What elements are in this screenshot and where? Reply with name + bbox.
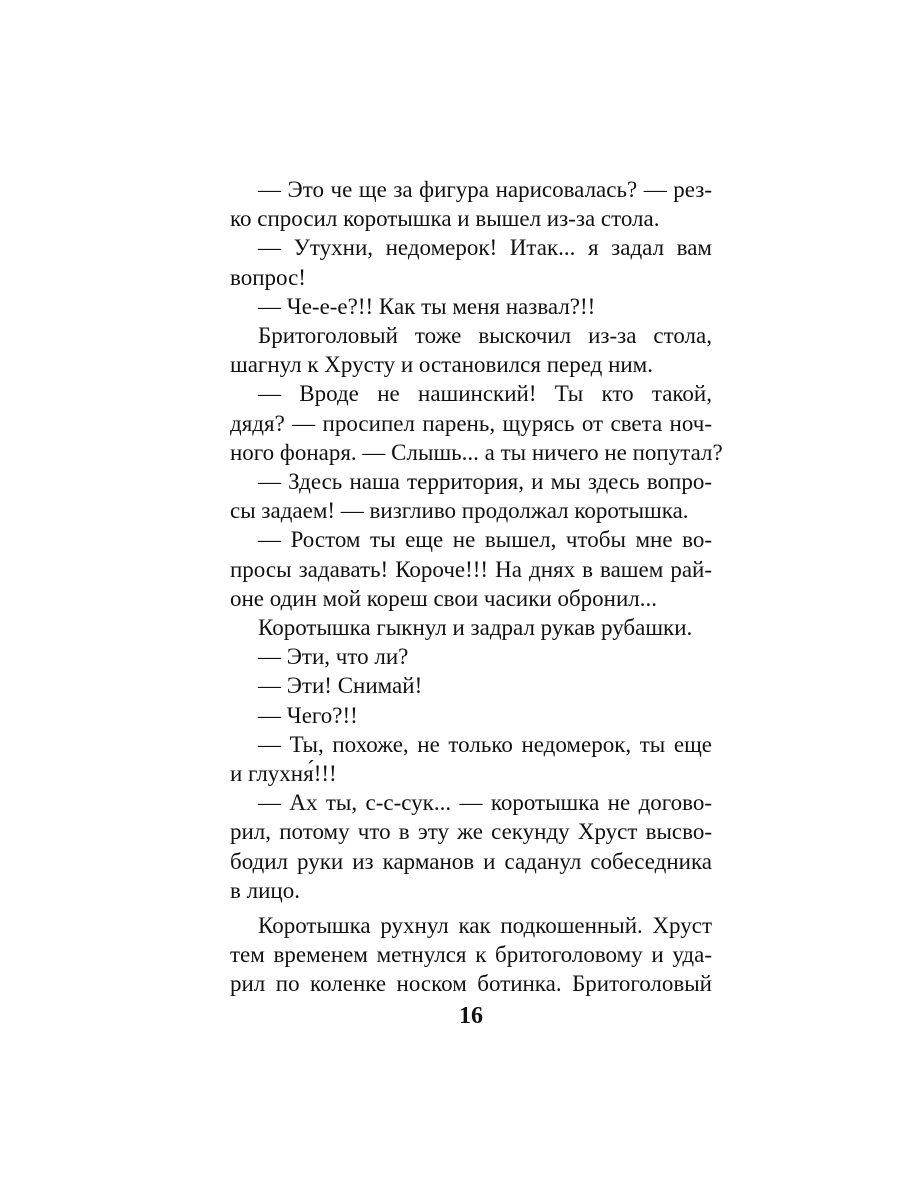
paragraph [230, 788, 712, 905]
text-line: шагнул к Хрусту и остановился перед ним. [230, 352, 653, 378]
text-line: — Это че ще за фигура нарисовалась? — рез- [258, 177, 712, 202]
text-line: — Здесь наша территория, и мы здесь вопро- [258, 469, 712, 495]
paragraph [230, 642, 712, 671]
text-line: — Эти! Снимай! [258, 673, 423, 699]
text-line: — Че-е-е?!! Как ты меня назвал?!! [258, 293, 596, 319]
text-line: и глухня́!!! [230, 761, 337, 787]
text-line: ко спросил коротышка и вышел из-за стола. [230, 206, 660, 232]
text-line: — Утухни, недомерок! Итак... я задал вам [258, 235, 712, 261]
text-line: дядя? — просипел парень, щурясь от света ноч- [230, 410, 712, 436]
paragraph [230, 292, 712, 321]
paragraph [230, 730, 712, 788]
text-line: просы задавать! Короче!!! На днях в вашем рай- [230, 556, 712, 582]
paragraph [230, 671, 712, 700]
text-line: рил, потому что в эту же секунду Хруст высво- [230, 819, 712, 845]
paragraph [230, 467, 712, 525]
text-line: вопрос! [230, 264, 306, 290]
text-line: — Эти, что ли? [258, 644, 409, 670]
text-line: Коротышка гыкнул и задрал рукав рубашки. [258, 615, 693, 641]
paragraph [230, 321, 712, 379]
text-line: в лицо. [230, 877, 300, 903]
page-body-text [230, 175, 723, 999]
text-line: ного фонаря. — Слышь... а ты ничего не попутал? [230, 439, 723, 465]
text-line: — Ростом ты еще не вышел, чтобы мне во- [258, 527, 712, 553]
paragraph [230, 175, 712, 233]
paragraph [230, 379, 723, 467]
paragraph [230, 911, 712, 999]
paragraph [230, 701, 712, 730]
text-line: рил по коленке носком ботинка. Бритоголовый [230, 971, 712, 997]
text-line: — Ты, похоже, не только недомерок, ты еще [258, 731, 712, 757]
text-line: Коротышка рухнул как подкошенный. Хруст [258, 913, 712, 939]
text-line: — Вроде не нашинский! Ты кто такой, [258, 381, 712, 407]
text-line: Бритоголовый тоже выскочил из-за стола, [258, 323, 712, 349]
text-line: оне один мой кореш свои часики обронил... [230, 585, 658, 611]
text-line: сы задаем! — визгливо продолжал коротышка. [230, 498, 689, 524]
paragraph [230, 233, 712, 291]
text-line: — Чего?!! [258, 702, 358, 728]
paragraph [230, 525, 712, 613]
paragraph [230, 613, 712, 642]
text-line: — Ах ты, с-с-сук... — коротышка не догово- [258, 790, 712, 816]
text-line: бодил руки из карманов и саданул собеседника [230, 848, 712, 874]
page-number: 16 [459, 1003, 483, 1029]
text-line: тем временем метнулся к бритоголовому и уда- [230, 942, 712, 968]
